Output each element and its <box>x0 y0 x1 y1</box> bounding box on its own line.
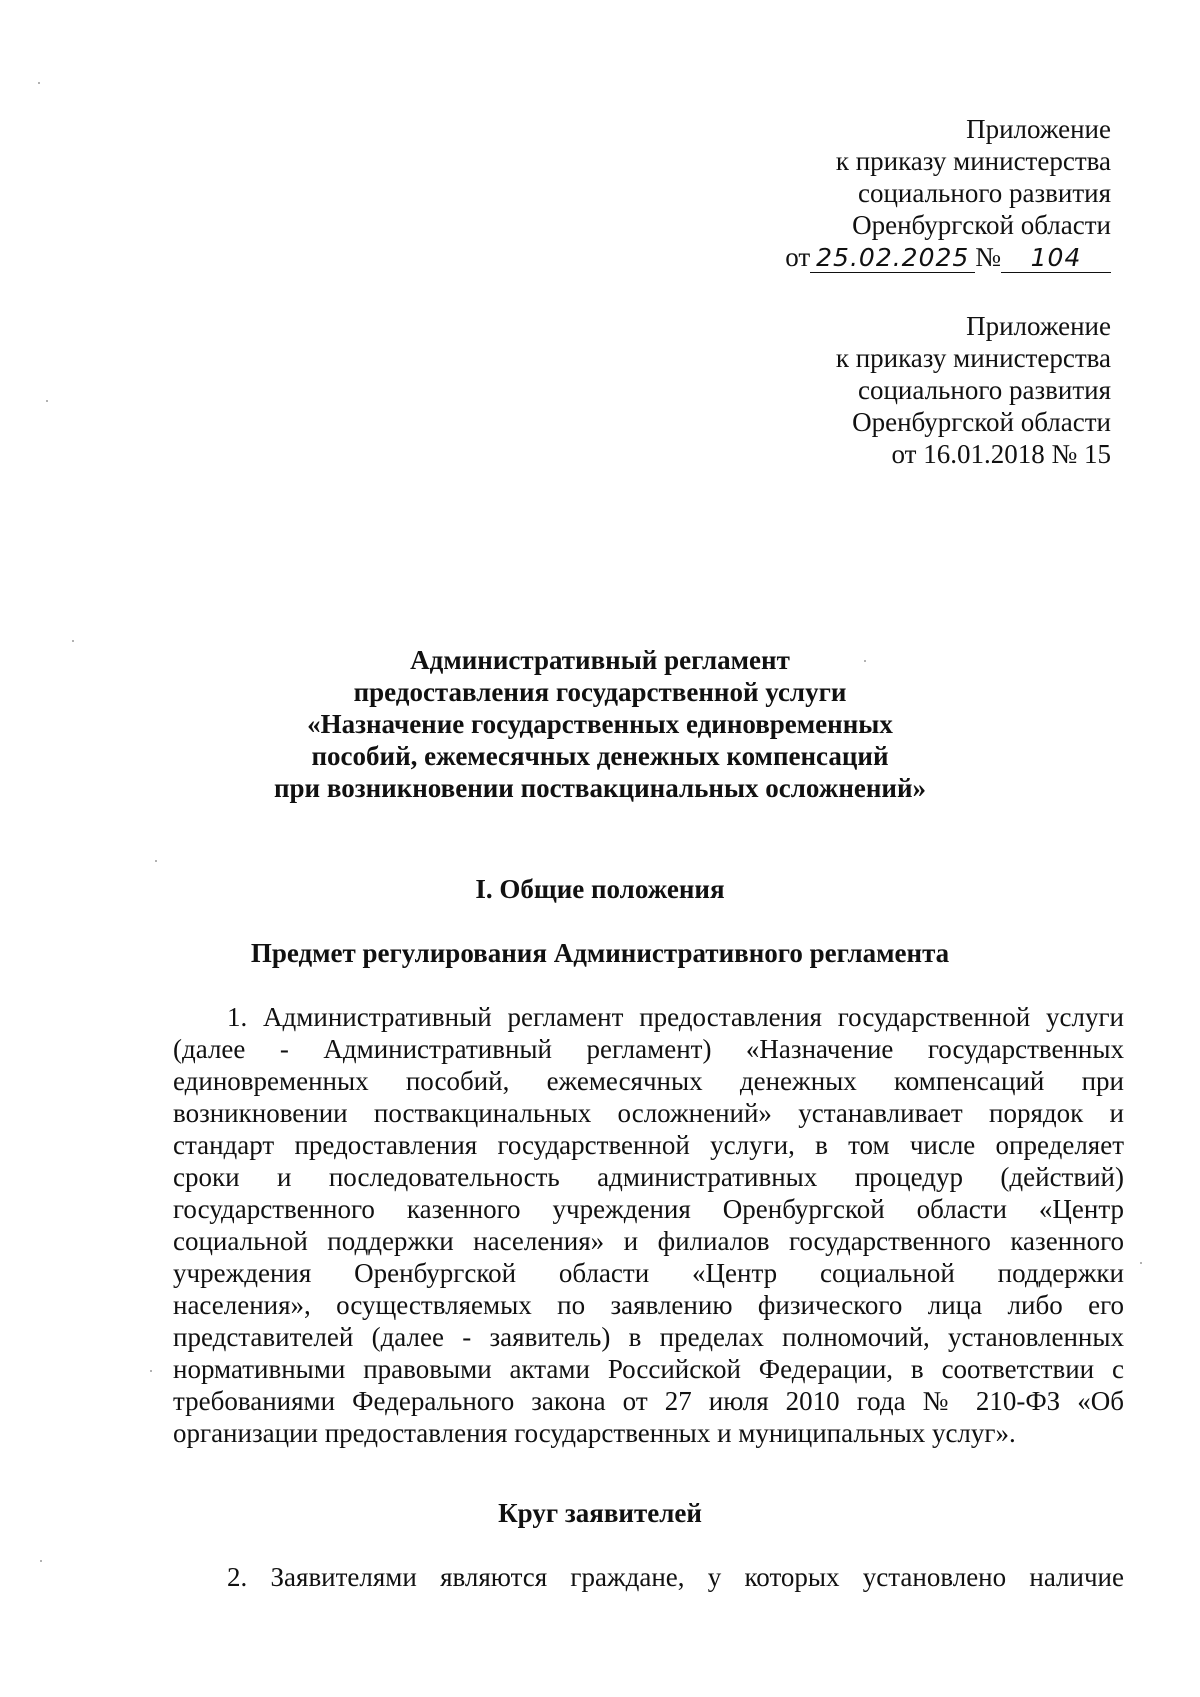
approval-date-line <box>785 241 1111 273</box>
approval-line: Оренбургской области <box>852 210 1111 240</box>
subject-heading: Предмет регулирования Административного регламента <box>250 938 950 968</box>
title-line: предоставления государственной услуги <box>353 677 847 707</box>
handwritten-date-field <box>810 243 975 273</box>
handwritten-number-field <box>1001 243 1111 273</box>
scan-speck <box>155 860 157 862</box>
paragraph-1 <box>173 1001 1124 1449</box>
approval-line: к приказу министерства <box>835 343 1111 373</box>
approval-line: Приложение <box>966 114 1111 144</box>
approval-line: от 16.01.2018 № 15 <box>891 439 1111 469</box>
scan-speck <box>1140 1262 1142 1264</box>
handwritten-date: 25.02.2025 <box>816 243 970 272</box>
scan-speck <box>150 1370 152 1372</box>
paragraph-line: населения», осуществляемых по заявлению физического лица либо его <box>173 1290 1124 1320</box>
paragraph-line: государственного казенного учреждения Оренбургской области «Центр <box>173 1194 1124 1224</box>
paragraph-line: учреждения Оренбургской области «Центр социальной поддержки <box>173 1258 1124 1288</box>
handwritten-number: 104 <box>1030 243 1082 272</box>
approval-block-current <box>785 113 1111 273</box>
paragraph-line: организации предоставления государственных и муниципальных услуг». <box>173 1418 1016 1448</box>
title-line: при возникновении поствакцинальных осложнений» <box>273 773 927 803</box>
paragraph-2 <box>173 1561 1124 1593</box>
paragraph-line: требованиями Федерального закона от 27 июля 2010 года № 210-ФЗ «Об <box>173 1386 1124 1416</box>
paragraph-line: 1. Административный регламент предоставления государственной услуги <box>227 1002 1124 1032</box>
paragraph-line: стандарт предоставления государственной услуги, в том числе определяет <box>173 1130 1124 1160</box>
paragraph-line: социальной поддержки населения» и филиалов государственного казенного <box>173 1226 1124 1256</box>
title-line: Административный регламент <box>410 645 790 675</box>
paragraph-line: возникновении поствакцинальных осложнений» устанавливает порядок и <box>173 1098 1124 1128</box>
paragraph-line: представителей (далее - заявитель) в пределах полномочий, установленных <box>173 1322 1124 1352</box>
title-line: пособий, ежемесячных денежных компенсаций <box>311 741 889 771</box>
applicants-heading: Круг заявителей <box>498 1498 702 1528</box>
approval-block-previous <box>836 310 1111 470</box>
paragraph-line: сроки и последовательность административных процедур (действий) <box>173 1162 1124 1192</box>
approval-line: Приложение <box>966 311 1111 341</box>
paragraph-line: 2. Заявителями являются граждане, у которых установлено наличие <box>227 1562 1124 1592</box>
approval-line: социального развития <box>857 178 1111 208</box>
scan-speck <box>46 400 48 402</box>
scan-speck <box>38 82 40 84</box>
paragraph-line: (далее - Административный регламент) «Назначение государственных <box>173 1034 1124 1064</box>
title-line: «Назначение государственных единовременных <box>307 709 893 739</box>
document-title <box>100 644 1100 804</box>
paragraph-line: единовременных пособий, ежемесячных денежных компенсаций при <box>173 1066 1124 1096</box>
approval-line: к приказу министерства <box>835 146 1111 176</box>
number-label: № <box>975 242 1001 272</box>
section-heading: I. Общие положения <box>475 874 725 904</box>
approval-line: Оренбургской области <box>852 407 1111 437</box>
scan-speck <box>72 640 74 642</box>
paragraph-line: нормативными правовыми актами Российской Федерации, в соответствии с <box>173 1354 1124 1384</box>
approval-line: социального развития <box>857 375 1111 405</box>
from-label: от <box>785 242 811 272</box>
scan-speck <box>40 1560 42 1562</box>
